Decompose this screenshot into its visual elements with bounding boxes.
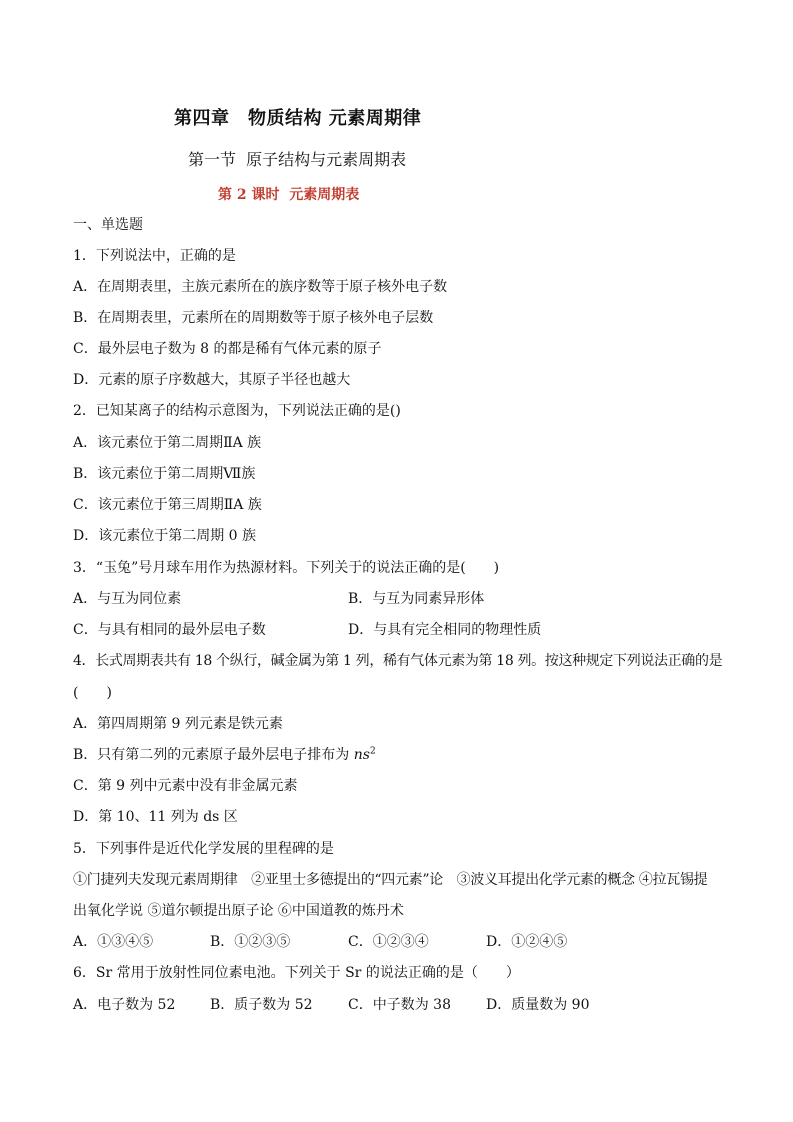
question-6-stem: 6．Sr 常用于放射性同位素电池。下列关于 Sr 的说法正确的是（ ） (73, 965, 520, 981)
question-6-option-d: D．质量数为 90 (486, 997, 590, 1013)
question-1-option-c: C．最外层电子数为 8 的都是稀有气体元素的原子 (73, 341, 382, 357)
question-4-option-b-ns: ns (353, 747, 370, 763)
question-1-option-b: B．在周期表里，元素所在的周期数等于原子核外电子层数 (73, 310, 434, 326)
question-6-option-c: C．中子数为 38 (348, 997, 451, 1013)
question-4-option-b-superscript: 2 (369, 746, 376, 757)
chapter-title: 第四章 物质结构 元素周期律 (174, 108, 422, 129)
question-2-option-b: B．该元素位于第二周期Ⅶ族 (73, 466, 256, 482)
question-1-stem: 1．下列说法中，正确的是 (73, 248, 236, 264)
question-5-body-line-1: ①门捷列夫发现元素周期律 ②亚里士多德提出的“四元素”论 ③波义耳提出化学元素的概念 ④拉瓦锡提 (73, 872, 708, 888)
question-3-option-a: A．与互为同位素 (73, 591, 182, 607)
question-3-stem: 3．“玉兔”号月球车用作为热源材料。下列关于的说法正确的是( ) (73, 560, 500, 576)
question-2-option-d: D．该元素位于第二周期 0 族 (73, 528, 257, 544)
lesson-title: 第 2 课时 元素周期表 (218, 187, 360, 203)
question-5-body-line-2: 出氧化学说 ⑤道尔顿提出原子论 ⑥中国道教的炼丹术 (73, 903, 404, 919)
question-5-option-c: C．①②③④ (348, 934, 429, 950)
question-1-option-d: D．元素的原子序数越大，其原子半径也越大 (73, 372, 351, 388)
question-4-option-a: A．第四周期第 9 列元素是铁元素 (73, 716, 283, 732)
question-2-option-a: A．该元素位于第二周期ⅡA 族 (73, 435, 262, 451)
question-4-option-b-text: B．只有第二列的元素原子最外层电子排布为 (73, 747, 354, 763)
question-5-option-b: B．①②③⑤ (210, 934, 291, 950)
question-3-option-d: D．与具有完全相同的物理性质 (348, 622, 542, 638)
question-2-stem: 2．已知某离子的结构示意图为，下列说法正确的是() (73, 403, 401, 419)
question-1-option-a: A．在周期表里，主族元素所在的族序数等于原子核外电子数 (73, 279, 448, 295)
question-5-option-d: D．①②④⑤ (486, 934, 568, 950)
question-4-option-c: C．第 9 列中元素中没有非金属元素 (73, 778, 298, 794)
part-title: 一、单选题 (73, 217, 143, 233)
question-3-option-c: C．与具有相同的最外层电子数 (73, 622, 266, 638)
question-6-option-b: B．质子数为 52 (210, 997, 313, 1013)
question-4-option-d: D．第 10、11 列为 ds 区 (73, 809, 238, 825)
question-6-option-a: A．电子数为 52 (73, 997, 176, 1013)
question-4-option-b (73, 746, 376, 764)
section-title: 第一节 原子结构与元素周期表 (188, 150, 407, 169)
question-3-option-b: B．与互为同素异形体 (348, 591, 485, 607)
question-2-option-c: C．该元素位于第三周期ⅡA 族 (73, 497, 262, 513)
question-5-stem: 5．下列事件是近代化学发展的里程碑的是 (73, 841, 334, 857)
question-5-option-a: A．①③④⑤ (73, 934, 154, 950)
question-4-stem-continued: ( ) (73, 685, 112, 701)
question-4-stem: 4．长式周期表共有 18 个纵行，碱金属为第 1 列，稀有气体元素为第 18 列。按这种规定下列说法正确的是 (73, 653, 723, 669)
